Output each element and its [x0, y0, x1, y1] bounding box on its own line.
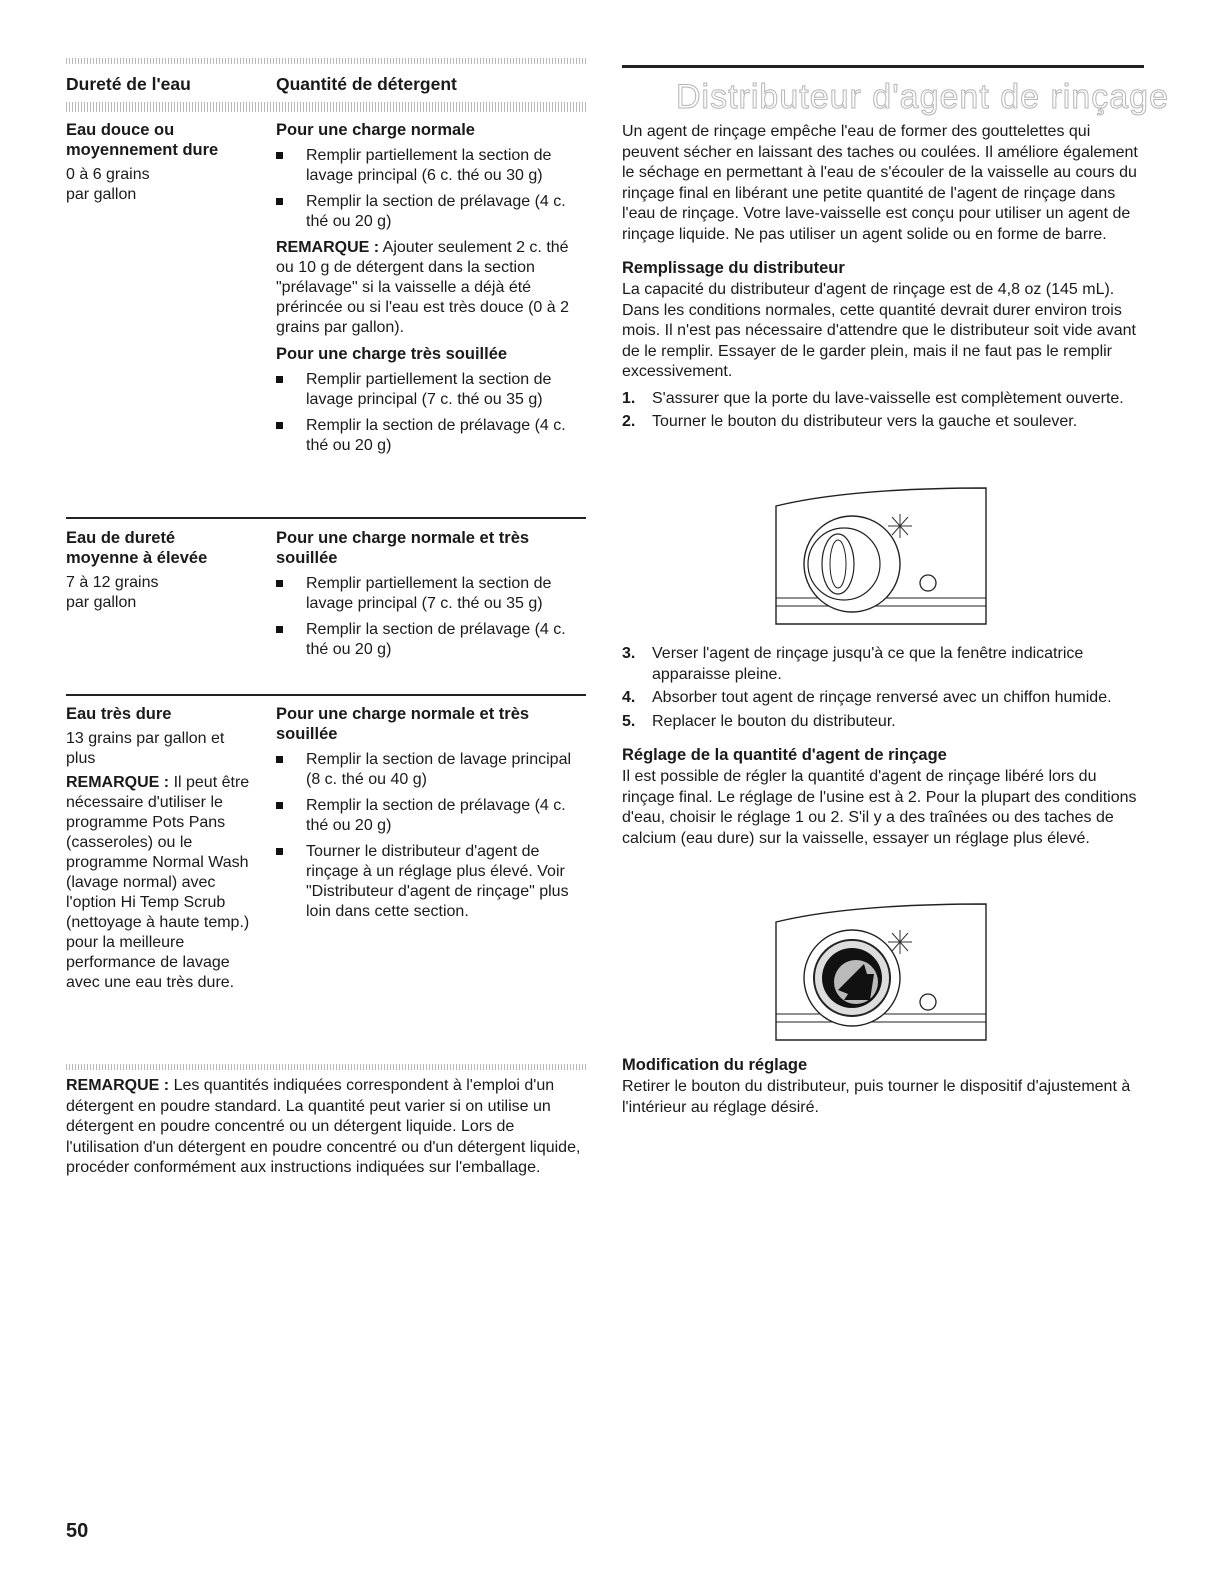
bullet-icon: [276, 376, 283, 383]
hardness-cell: [66, 528, 261, 613]
hardness-title: Eau de dureté moyenne à élevée: [66, 529, 208, 567]
adjust-heading: Réglage de la quantité d'agent de rinçage: [622, 746, 947, 764]
bullet-icon: [276, 626, 283, 633]
bullet-icon: [276, 422, 283, 429]
modification-paragraph: Retirer le bouton du distributeur, puis tourner le dispositif d'ajustement à l'intérieur au réglage désiré.: [622, 1078, 1131, 1116]
instruction-item: Remplir partiellement la section de lavage principal (7 c. thé ou 35 g): [276, 574, 576, 614]
group-title: Pour une charge normale: [276, 121, 475, 139]
step-item: 5. Replacer le bouton du distributeur.: [622, 712, 896, 730]
table-row-divider: [66, 517, 586, 519]
intro-paragraph: Un agent de rinçage empêche l'eau de former des gouttelettes qui peuvent sécher en laissant des taches ou coulées. Il améliore également le séchage en permettant à l'eau de s'écouler de la vaisselle au cours du rinçage final en libérant une petite quantité de l'agent de rinçage dans l'eau de rinçage. Votre lave-vaisselle est conçu pour utiliser un agent de rinçage liquide. Ne pas utiliser un agent solide ou en forme de barre.: [622, 123, 1138, 243]
instruction-item: Remplir la section de prélavage (4 c. thé ou 20 g): [276, 192, 576, 232]
remark-note: REMARQUE : Ajouter seulement 2 c. thé ou 10 g de détergent dans la section "prélavage" si la vaisselle a déjà été prérincée ou si l'eau est très douce (0 à 2 grains par gallon).: [276, 239, 569, 336]
group-title: Pour une charge normale et très souillée: [276, 705, 530, 743]
hardness-value: 13 grains par gallon et plus: [66, 730, 225, 767]
group-title: Pour une charge très souillée: [276, 345, 508, 363]
bullet-icon: [276, 848, 283, 855]
detergent-cell: [276, 120, 576, 462]
fill-paragraph: La capacité du distributeur d'agent de rinçage est de 4,8 oz (145 mL). Dans les conditions normales, cette quantité devrait durer environ trois mois. Il n'est pas nécessaire d'attendre que le distributeur soit vide avant de le remplir. Essayer de le garder plein, mais il ne faut pas le remplir excessivement.: [622, 281, 1136, 380]
right-column-upper: [622, 122, 1144, 436]
step-item: 4. Absorber tout agent de rinçage renversé avec un chiffon humide.: [622, 689, 1112, 706]
bullet-icon: [276, 580, 283, 587]
section-title: Distributeur d'agent de rinçage: [676, 78, 1169, 116]
instruction-item: Remplir la section de prélavage (4 c. thé ou 20 g): [276, 620, 576, 660]
instruction-item: Remplir la section de prélavage (4 c. thé ou 20 g): [276, 416, 576, 456]
modification-heading: Modification du réglage: [622, 1056, 808, 1074]
table-header-hardness: Dureté de l'eau: [66, 74, 191, 94]
fill-heading: Remplissage du distributeur: [622, 259, 845, 277]
adjustment-dial-illustration: [770, 902, 992, 1044]
right-column-lower: [622, 1042, 1144, 1118]
adjust-paragraph: Il est possible de régler la quantité d'agent de rinçage libéré lors du rinçage final. Le réglage de l'usine est à 2. Pour la plupart des conditions d'eau, choisir le réglage 1 ou 2. S'il y a des traînées ou des taches de calcium (eau dure) sur la vaisselle, essayer un réglage plus élevé.: [622, 768, 1137, 847]
table-row-divider: [66, 694, 586, 696]
hardness-cell: [66, 120, 261, 205]
page-number: 50: [66, 1520, 89, 1542]
hardness-cell: [66, 704, 261, 993]
instruction-item: Tourner le distributeur d'agent de rinçage à un réglage plus élevé. Voir "Distributeur d'agent de rinçage" plus loin dans cette section.: [276, 842, 576, 922]
instruction-item: Remplir partiellement la section de lavage principal (7 c. thé ou 35 g): [276, 370, 576, 410]
bullet-icon: [276, 152, 283, 159]
table-top-dotted-rule: [66, 58, 586, 64]
dispenser-knob-illustration: [770, 486, 992, 628]
instruction-item: Remplir partiellement la section de lavage principal (6 c. thé ou 30 g): [276, 146, 576, 186]
section-top-rule: [622, 65, 1144, 68]
table-header-detergent: Quantité de détergent: [276, 74, 457, 94]
table-row-soft-water: [66, 120, 586, 510]
hardness-title: Eau douce ou moyennement dure: [66, 121, 219, 159]
hardness-remark: REMARQUE : Il peut être nécessaire d'utiliser le programme Pots Pans (casseroles) ou le programme Normal Wash (lavage normal) avec l'option Hi Temp Scrub (nettoyage à haute temp.) pour la meilleure performance de lavage avec une eau très dure.: [66, 774, 250, 991]
bullet-icon: [276, 802, 283, 809]
hardness-title: Eau très dure: [66, 705, 172, 723]
instruction-item: Remplir la section de prélavage (4 c. thé ou 20 g): [276, 796, 576, 836]
table-bottom-dotted-rule: [66, 1064, 586, 1070]
bullet-icon: [276, 756, 283, 763]
step-item: 3. Verser l'agent de rinçage jusqu'à ce que la fenêtre indicatrice apparaisse pleine.: [622, 645, 1084, 683]
step-item: 1. S'assurer que la porte du lave-vaisselle est complètement ouverte.: [622, 389, 1124, 407]
detergent-cell: [276, 528, 576, 666]
table-row-very-hard-water: [66, 704, 586, 1054]
group-title: Pour une charge normale et très souillée: [276, 529, 530, 567]
right-column-steps-b: [622, 644, 1144, 849]
bullet-icon: [276, 198, 283, 205]
bottom-remark: REMARQUE : Les quantités indiquées correspondent à l'emploi d'un détergent en poudre standard. La quantité peut varier si on utilise un détergent en poudre concentré ou un détergent liquide. Lors de l'utilisation d'un détergent en poudre concentré ou d'un détergent liquide, procéder conformément aux instructions indiquées sur l'emballage.: [66, 1077, 581, 1176]
hardness-value: 0 à 6 grains par gallon: [66, 166, 150, 203]
detergent-cell: [276, 704, 576, 928]
instruction-item: Remplir la section de lavage principal (8 c. thé ou 40 g): [276, 750, 576, 790]
hardness-value: 7 à 12 grains par gallon: [66, 574, 159, 611]
step-item: 2. Tourner le bouton du distributeur vers la gauche et soulever.: [622, 413, 1078, 430]
table-header-dotted-rule: [66, 102, 586, 112]
table-row-medium-water: [66, 528, 586, 688]
